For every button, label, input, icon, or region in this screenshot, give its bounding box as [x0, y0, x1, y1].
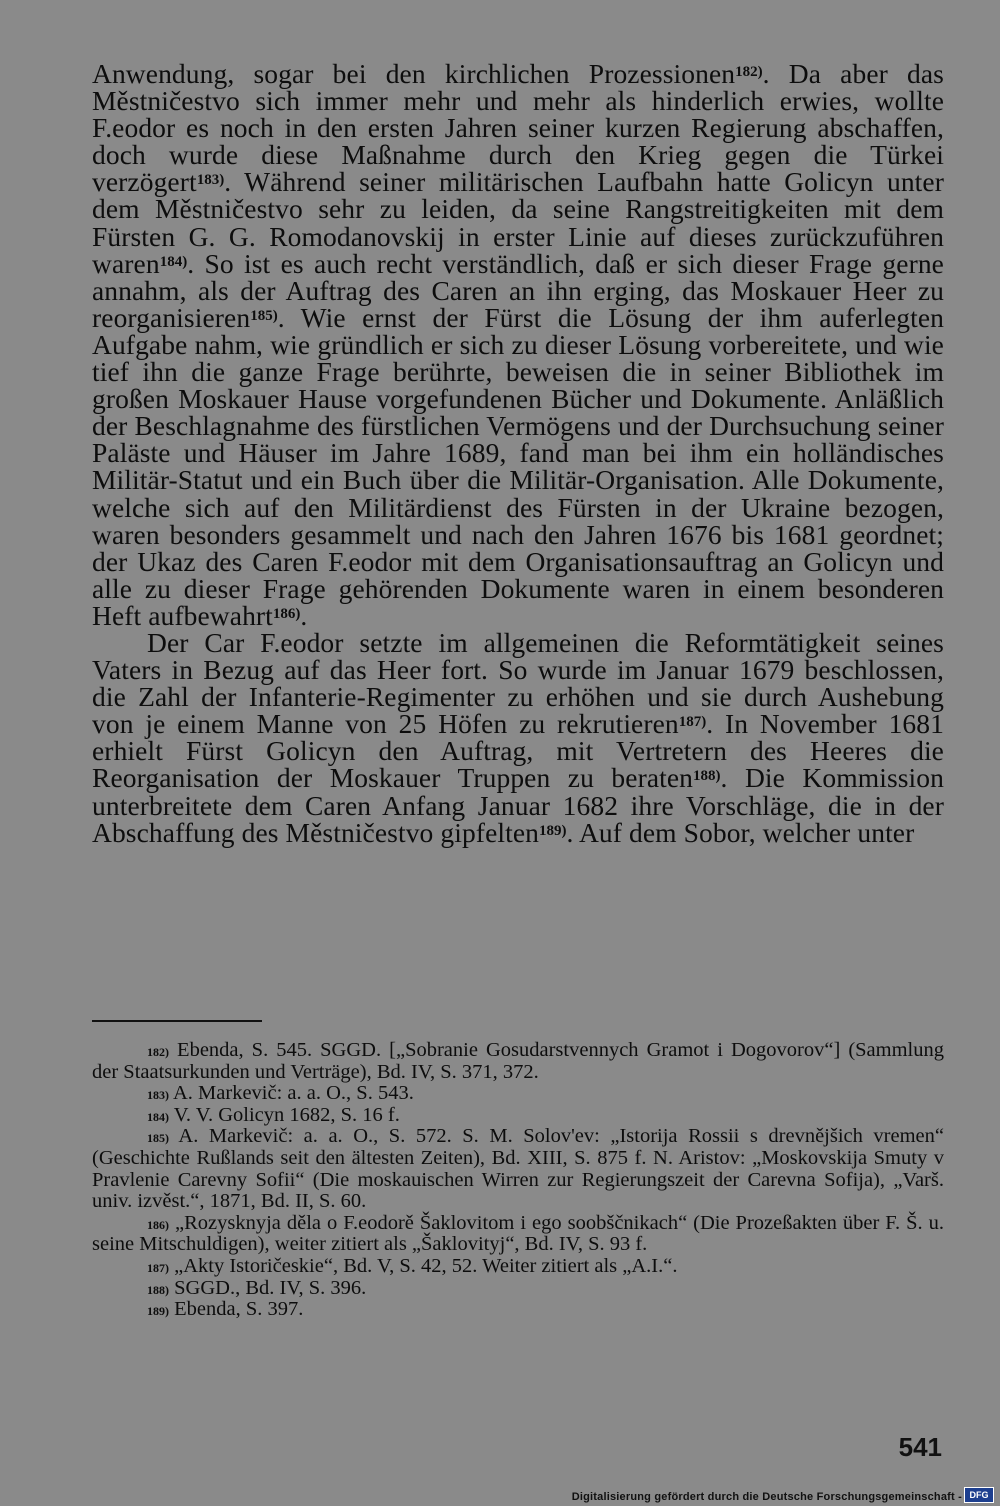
footnote-text: Ebenda, S. 545. SGGD. [„Sobranie Gosudarstvennych Gramot i Dogovorov“] (Sammlung der Staatsurkunden und Verträge), Bd. IV, S. 371, 372. [92, 1039, 944, 1083]
dfg-logo-icon: DFG [964, 1487, 994, 1503]
text-run: . In November 1681 erhielt Fürst Golicyn den Auftrag, mit Vertretern des Heeres die Reorganisation der Moskauer Truppen zu beraten [92, 708, 944, 794]
footnote-reference: 187) [678, 714, 707, 731]
footnote-reference: 186) [272, 605, 301, 622]
text-run: . Während seiner militärischen Laufbahn hatte Golicyn unter dem Městničestvo sehr zu leiden, da seine Rangstreitigkeiten mit dem Fürsten G. G. Romodanovskij in erster Linie auf dieses zurückzuführen waren [92, 166, 944, 279]
footnote [92, 1299, 944, 1321]
footnote [92, 1083, 944, 1105]
footnote-reference: 183) [196, 172, 225, 189]
text-run: Anwendung, sogar bei den kirchlichen Prozessionen [92, 58, 736, 89]
footnote-text: A. Markevič: a. a. O., S. 543. [173, 1082, 414, 1105]
footnote-reference: 185) [250, 307, 278, 324]
footnote-number: 187) [147, 1260, 169, 1275]
footnote-text: V. V. Golicyn 1682, S. 16 f. [173, 1103, 400, 1126]
footnote-reference: 188) [693, 768, 721, 785]
footnote-text: „Akty Istoričeskie“, Bd. V, S. 42, 52. Weiter zitiert als „A.I.“. [174, 1254, 678, 1277]
footnote-text: „Rozysknyja děla o F.eodorě Šaklovitom i ego soobščnikach“ (Die Prozeßakten über F. Š. u. seine Mitschuldigen), weiter zitiert als „Šaklovityj“, Bd. IV, S. 93 f. [92, 1211, 944, 1256]
footnote-number: 183) [147, 1088, 169, 1103]
footnote-number: 182) [147, 1045, 169, 1059]
footnote-reference: 184) [159, 253, 188, 270]
footnote-number: 185) [147, 1131, 169, 1146]
text-run: . Da aber das Městničestvo sich immer mehr und mehr als hinderlich erwies, wollte F.eodor es noch in den ersten Jahren seiner kurzen Regierung abschaffen, doch wurde diese Maßnahme durch den Krieg gegen die Türkei verzögert [92, 58, 944, 198]
footnote [92, 1105, 944, 1127]
footnote-text: SGGD., Bd. IV, S. 396. [174, 1276, 367, 1299]
footnote-reference: 182) [735, 64, 763, 80]
body-paragraph [92, 626, 944, 848]
main-text [92, 60, 944, 846]
footnote-number: 184) [147, 1109, 169, 1124]
footnote-number: 188) [147, 1282, 169, 1297]
page-number: 541 [898, 1432, 942, 1462]
footnote-text: A. Markevič: a. a. O., S. 572. S. M. Solov'ev: „Istorija Rossii s drevnějšich vremen“ (Geschichte Rußlands seit den ältesten Zeiten), Bd. XIII, S. 875 f. N. Aristov: „Moskovskija Smuty v Pravlenie Carevny Sofii“ (Die moskauischen Wirren zur Regierungszeit der Carevna Sofija), „Varš. univ. izvěst.“, 1871, Bd. II, S. 60. [92, 1125, 945, 1213]
text-run: . Die Kommission unterbreitete dem Caren Anfang Januar 1682 ihre Vorschläge, die in der Abschaffung des Městničestvo gipfelten [92, 762, 944, 848]
text-run: . So ist es auch recht verständlich, daß er sich dieser Frage gerne annahm, als der Auftrag des Caren an ihn erging, das Moskauer Heer zu reorganisieren [92, 247, 944, 333]
digitization-footer [0, 1484, 1000, 1506]
footnotes [92, 1040, 944, 1321]
text-run: . Wie ernst der Fürst die Lösung der ihm auferlegten Aufgabe nahm, wie gründlich er sich zu dieser Lösung vorbereitete, und wie tief ihn die ganze Frage berührte, beweisen die in seiner Bibliothek im großen Moskauer Hause vorgefundenen Bücher und Dokumente. Anläßlich der Beschlagnahme des fürstlichen Vermögens und der Durchsuchung seiner Paläste und Häuser im Jahre 1689, fand man bei ihm ein holländisches Militär-Statut und ein Buch über die Militär-Organisation. Alle Dokumente, welche sich auf den Militärdienst des Fürsten in der Ukraine bezogen, waren besonders gesammelt und nach den Jahren 1676 bis 1681 geordnet; der Ukaz des Caren F.eodor mit dem Organisationsauftrag an Golicyn und alle zu dieser Frage gehörenden Dokumente waren in einem besonderen Heft aufbewahrt [92, 301, 944, 631]
footnote [92, 1256, 944, 1278]
footnote [92, 1213, 944, 1256]
footnote-reference: 189) [539, 822, 567, 839]
footnote-number: 186) [147, 1217, 169, 1232]
text-run: . Auf dem Sobor, welcher unter [566, 816, 915, 848]
footnote-text: Ebenda, S. 397. [174, 1298, 304, 1321]
footnote-number: 189) [147, 1304, 169, 1319]
funding-credit: Digitalisierung gefördert durch die Deutsche Forschungsgemeinschaft - [571, 1491, 962, 1503]
text-run: . [300, 599, 308, 631]
footnote-separator [92, 1020, 262, 1022]
footnote [92, 1278, 944, 1300]
text-run: Der Car F.eodor setzte im allgemeinen die Reformtätigkeit seines Vaters in Bezug auf das Heer fort. So wurde im Januar 1679 beschlossen, die Zahl der Infanterie-Regimenter zu erhöhen und sie durch Aushebung von je einem Manne von 25 Höfen zu rekrutieren [92, 626, 944, 740]
footnote [92, 1040, 944, 1083]
body-paragraph [92, 60, 944, 629]
footnote [92, 1126, 944, 1212]
